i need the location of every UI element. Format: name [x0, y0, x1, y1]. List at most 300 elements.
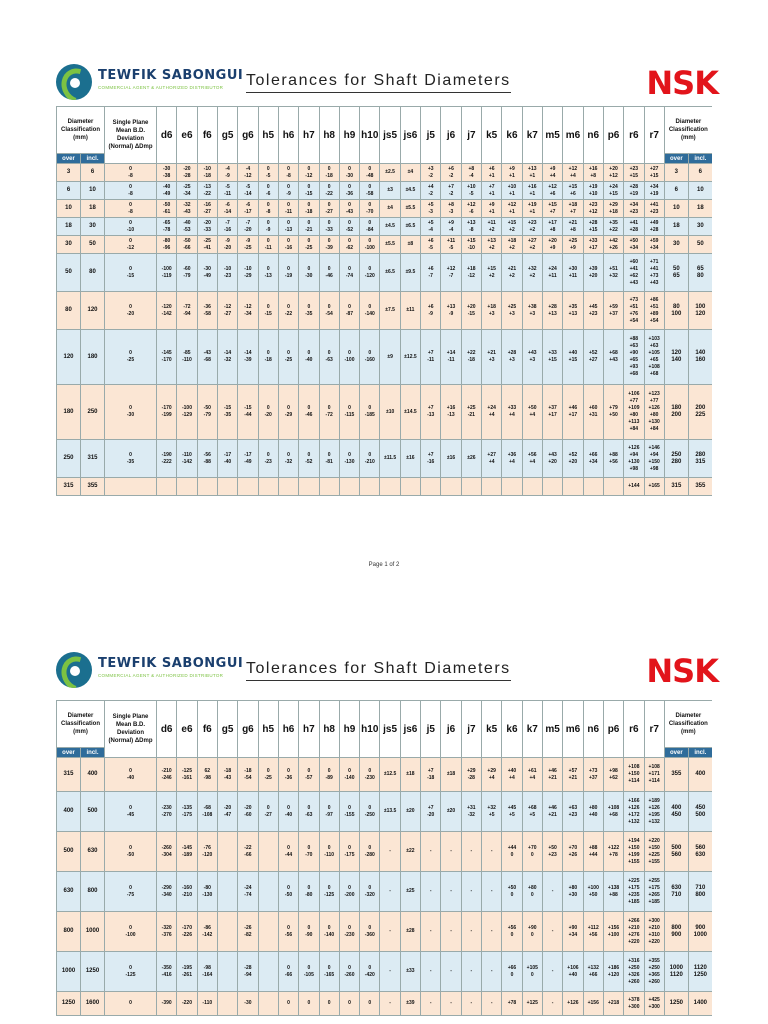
deviation-value: 0 [129, 265, 132, 272]
tolerance-value: -120 [161, 303, 172, 310]
tolerance-value: +11 [568, 272, 578, 279]
tolerance-cell-j5 [421, 254, 441, 292]
table-row [57, 330, 713, 385]
tolerance-cell-h5 [258, 218, 278, 236]
tolerance-cell-h5 [258, 200, 278, 218]
tolerance-value: -340 [161, 891, 172, 898]
tolerance-value: +17 [568, 412, 578, 418]
deviation-value: 0 [129, 964, 132, 971]
tolerance-cell-m6 [563, 992, 583, 1016]
tolerance-value: -18 [203, 172, 211, 179]
tolerance-cell-d6 [157, 440, 177, 478]
tolerance-value: +9 [570, 244, 576, 251]
tolerance-cell-m5 [542, 792, 562, 832]
tolerance-value: -23 [223, 272, 232, 279]
tolerance-value: +4 [570, 172, 576, 179]
tolerance-cell-js6 [400, 758, 420, 792]
incl-cell: 180 [81, 330, 105, 385]
tolerance-value: - [490, 848, 493, 854]
tolerance-value: +15 [609, 190, 618, 197]
tolerance-value: -74 [345, 272, 354, 279]
tolerance-cell-m5 [542, 385, 562, 440]
over-cell: 1250 [57, 992, 81, 1016]
tolerance-value: +45 [507, 804, 517, 811]
tolerance-value: +13 [487, 237, 496, 244]
tolerance-value: -63 [325, 357, 333, 363]
tolerance-value: +4 [549, 172, 556, 179]
tolerance-value: -57 [305, 774, 313, 781]
deviation-value: 0 [129, 451, 132, 458]
tolerance-value: -89 [325, 774, 333, 781]
tolerance-value: -98 [203, 774, 211, 781]
tolerance-value: 0 [368, 767, 372, 774]
tolerance-value: 0 [287, 165, 290, 172]
tolerance-cell-h9 [339, 330, 359, 385]
tolerance-cell-k6 [502, 792, 522, 832]
tolerance-cell-k5 [482, 236, 502, 254]
tolerance-value: +41 [629, 265, 639, 272]
tolerance-value: -142 [161, 310, 172, 317]
tolerance-value: +10 [507, 183, 517, 190]
col-header-h8: h8 [319, 701, 339, 758]
tolerance-cell-h6 [278, 254, 298, 292]
tolerance-value: +3 [529, 310, 536, 317]
deviation-cell [105, 440, 157, 478]
tolerance-value: -320 [161, 924, 172, 931]
tolerance-value: +54 [649, 317, 659, 324]
tolerance-cell-h5 [258, 440, 278, 478]
tolerance-cell-m6 [563, 254, 583, 292]
tolerance-cell-g5 [217, 385, 237, 440]
tolerance-value: 0 [510, 851, 514, 858]
tolerance-value: 0 [287, 844, 290, 851]
tolerance-value: -105 [303, 971, 314, 978]
tolerance-cell-j6 [441, 200, 461, 218]
tolerance-value: -110 [182, 357, 192, 363]
tolerance-value: +20 [548, 237, 557, 244]
col-header-k5: k5 [482, 107, 502, 164]
tolerance-value: +6 [427, 237, 434, 244]
tolerance-cell-js6 [400, 912, 420, 952]
col-header-k7: k7 [522, 701, 542, 758]
tolerance-value: 0 [287, 767, 290, 774]
tolerance-value: 0 [368, 350, 372, 356]
tolerance-value: -18 [305, 208, 313, 215]
tolerance-cell-r7 [644, 292, 664, 330]
tolerance-cell-j5 [421, 182, 441, 200]
tolerance-value: -2 [428, 172, 433, 179]
dia-class-header: Diameter Classification (mm) [57, 701, 105, 748]
tolerance-value: -420 [364, 971, 375, 978]
deviation-cell [105, 254, 157, 292]
tolerance-value: -70 [305, 851, 313, 858]
tolerance-value: -9 [245, 237, 251, 244]
tolerance-cell-j7 [461, 952, 481, 992]
col-header-k6: k6 [502, 701, 522, 758]
tolerance-value: -115 [344, 412, 355, 418]
tolerance-value: 0 [307, 804, 311, 811]
logo-name: TEWFIK SABONGUI [98, 656, 244, 671]
tolerance-value: +8 [448, 201, 454, 208]
tolerance-cell-js5 [380, 236, 400, 254]
tolerance-cell-js5 [380, 254, 400, 292]
tolerance-value: 0 [368, 405, 372, 411]
tolerance-value: -52 [345, 226, 354, 233]
tolerance-value: +40 [588, 811, 598, 818]
tolerance-cell-h8 [319, 440, 339, 478]
tolerance-cell-h5 [258, 254, 278, 292]
tolerance-value: 0 [348, 964, 351, 971]
tolerance-value: +150 [628, 844, 640, 851]
tolerance-value: -6 [225, 201, 230, 208]
over-cell: 10 [57, 200, 81, 218]
tolerance-value: +108 [607, 804, 620, 811]
tolerance-value: -20 [264, 412, 272, 418]
col-header-r7: r7 [644, 107, 664, 164]
tolerance-cell-m5 [542, 164, 562, 182]
tolerance-value: +21 [568, 219, 578, 226]
tolerance-value: +23 [629, 208, 639, 215]
tolerance-cell-m6 [563, 218, 583, 236]
tolerance-value: +3 [509, 357, 515, 363]
tolerance-cell-k7 [522, 182, 542, 200]
table-row [57, 912, 713, 952]
tolerance-value: -30 [203, 265, 211, 272]
tolerance-cell-k6 [502, 292, 522, 330]
tolerance-cell-r7 [644, 254, 664, 292]
tolerance-value: 0 [368, 201, 372, 208]
incl-value: 160 [695, 357, 706, 363]
tolerance-value: -80 [203, 884, 211, 891]
tolerance-value: -145 [161, 350, 172, 356]
tolerance-value: +8 [570, 226, 576, 233]
incl-cell: 355 [688, 478, 712, 496]
logo-tagline: COMMERCIAL AGENT & AUTHORIZED DISTRIBUTOR [98, 85, 224, 90]
over-cell: 3 [664, 164, 688, 182]
deviation-value: -20 [126, 310, 135, 317]
tolerance-value: -6 [469, 208, 474, 215]
tolerance-cell-r6 [624, 218, 644, 236]
tolerance-value: -33 [325, 226, 333, 233]
tolerance-cell-j5 [421, 236, 441, 254]
tolerance-cell-f6 [197, 440, 217, 478]
tolerance-cell-j7 [461, 236, 481, 254]
tolerance-cell-k5 [482, 292, 502, 330]
tolerance-value: 0 [287, 405, 290, 411]
tolerance-value: -18 [264, 357, 272, 363]
tolerance-value: +61 [528, 767, 537, 774]
tolerance-value: - [470, 1000, 473, 1006]
tolerance-value: -50 [203, 405, 211, 411]
tolerance-cell-f6 [197, 385, 217, 440]
tolerance-cell-h8 [319, 218, 339, 236]
tolerance-cell-e6 [177, 292, 197, 330]
over-cell: 18 [664, 218, 688, 236]
tolerance-value: +250 [628, 964, 640, 971]
tolerance-value: 0 [368, 237, 372, 244]
tolerance-value: +80 [588, 804, 598, 811]
tolerance-cell-e6 [177, 236, 197, 254]
tolerance-cell-f6 [197, 792, 217, 832]
tolerance-cell-g5 [217, 330, 237, 385]
tolerance-cell-k5 [482, 832, 502, 872]
tolerance-value: +32 [609, 272, 618, 279]
tolerance-value: ±14.5 [404, 408, 417, 415]
tolerance-value: -60 [244, 811, 252, 818]
tolerance-value: +15 [548, 357, 557, 363]
tolerance-value: +16 [588, 165, 598, 172]
tolerance-value: -135 [181, 804, 192, 811]
tolerance-cell-h9 [339, 992, 359, 1016]
tolerance-value: +42 [609, 237, 618, 244]
tolerance-value: +16 [528, 183, 537, 190]
tolerance-value: ±25 [406, 888, 415, 894]
table-row [57, 236, 713, 254]
tolerance-cell-k6 [502, 330, 522, 385]
tolerance-value: +28 [507, 350, 517, 356]
tolerance-cell-n6 [583, 832, 603, 872]
tolerance-cell-j6 [441, 758, 461, 792]
tolerance-value: +17 [548, 412, 557, 418]
tolerance-cell-n6 [583, 200, 603, 218]
tolerance-cell-j6 [441, 330, 461, 385]
deviation-cell [105, 992, 157, 1016]
tolerance-cell-j7 [461, 912, 481, 952]
tolerance-value: -10 [244, 265, 252, 272]
tolerance-cell-j5 [421, 292, 441, 330]
tolerance-value: -13 [264, 272, 272, 279]
deviation-cell [105, 164, 157, 182]
tolerance-value: +2 [509, 244, 515, 251]
tolerance-cell-js5 [380, 912, 400, 952]
tolerance-cell-k5 [482, 872, 502, 912]
tolerance-cell-j7 [461, 758, 481, 792]
tolerance-value: +41 [649, 201, 659, 208]
tolerance-value: +24 [609, 183, 618, 190]
tolerance-value: -160 [181, 884, 192, 891]
tolerance-cell-js6 [400, 832, 420, 872]
table-row [57, 478, 713, 496]
tolerance-value: +2 [488, 226, 495, 233]
table-row [57, 992, 713, 1016]
tolerance-value: - [450, 848, 452, 854]
tolerance-cell-m5 [542, 254, 562, 292]
tolerance-value: +23 [548, 851, 557, 858]
tolerance-value: -47 [223, 811, 232, 818]
tolerance-value: ±28 [406, 928, 415, 934]
tolerance-value: +4 [488, 412, 495, 418]
deviation-header: Single Plane Mean B.D. Deviation (Normal) ΔDmp [105, 107, 157, 164]
tolerance-value: -20 [223, 804, 232, 811]
deviation-cell [105, 952, 157, 992]
tolerance-cell-h10 [360, 792, 380, 832]
tolerance-value: +10 [588, 190, 598, 197]
tolerance-cell-d6 [157, 832, 177, 872]
tolerance-value: +105 [526, 964, 538, 971]
tolerance-cell-h9 [339, 912, 359, 952]
col-header-h5: h5 [258, 701, 278, 758]
tolerance-cell-js6 [400, 952, 420, 992]
tolerance-value: -81 [325, 458, 333, 465]
tolerance-cell-j7 [461, 872, 481, 912]
tolerance-value: +6 [448, 165, 454, 172]
tolerance-value: - [490, 888, 493, 894]
tolerance-value: - [470, 968, 473, 974]
col-header-h7: h7 [299, 701, 319, 758]
tolerance-value: -110 [202, 1000, 213, 1006]
tolerance-value: -38 [163, 172, 171, 179]
tolerance-value: -16 [427, 458, 435, 465]
tolerance-value: -30 [244, 1000, 252, 1006]
tolerance-value: 0 [348, 265, 351, 272]
tolerance-cell-r6 [624, 440, 644, 478]
tolerance-cell-f6 [197, 478, 217, 496]
tolerance-value: - [389, 928, 391, 934]
tolerance-cell-k7 [522, 440, 542, 478]
tolerance-cell-h10 [360, 992, 380, 1016]
tolerance-value: - [490, 968, 493, 974]
over-cell: 800 [57, 912, 81, 952]
tolerance-value: -210 [181, 891, 192, 898]
tolerance-cell-j5 [421, 758, 441, 792]
over-cell [664, 792, 688, 832]
tolerance-cell-m5 [542, 292, 562, 330]
tolerance-value: - [429, 928, 432, 934]
tolerance-cell-k6 [502, 952, 522, 992]
tolerance-value: +63 [568, 804, 578, 811]
tolerance-value: +195 [648, 811, 660, 818]
tolerance-value: -10 [203, 165, 211, 172]
tolerance-value: +4 [488, 774, 495, 781]
tolerance-value: 0 [348, 767, 351, 774]
tolerance-cell-j7 [461, 992, 481, 1016]
tolerance-value: +84 [629, 426, 639, 432]
tolerance-cell-e6 [177, 385, 197, 440]
tolerance-value: -58 [366, 190, 374, 197]
tolerance-value: +44 [507, 844, 517, 851]
tolerance-value: +103 [648, 336, 660, 342]
deviation-value: 0 [129, 219, 132, 226]
table-row [57, 164, 713, 182]
tolerance-value: +7 [427, 350, 434, 356]
tolerance-cell-p6 [603, 164, 623, 182]
tolerance-value: -4 [225, 165, 230, 172]
tolerance-value: +355 [648, 957, 660, 964]
tolerance-cell-g5 [217, 832, 237, 872]
over-value: 400 [671, 804, 682, 811]
tolerance-value: - [450, 888, 452, 894]
deviation-cell [105, 385, 157, 440]
tolerance-cell-e6 [177, 992, 197, 1016]
over-cell [664, 912, 688, 952]
tolerance-cell-h9 [339, 792, 359, 832]
tolerance-value: +7 [488, 183, 495, 190]
tolerance-cell-h5 [258, 292, 278, 330]
tolerance-value: -199 [161, 412, 172, 418]
tolerance-cell-k7 [522, 912, 542, 952]
deviation-value: -125 [125, 971, 136, 978]
col-header-f6: f6 [197, 107, 217, 164]
tolerance-value: +40 [568, 350, 578, 356]
tolerance-value: +7 [570, 208, 576, 215]
tolerance-value: 0 [287, 350, 290, 356]
tolerance-value: +310 [648, 931, 660, 938]
tolerance-value: ±22 [406, 848, 415, 854]
tolerance-value: -86 [203, 924, 211, 931]
tolerance-value: 0 [348, 165, 351, 172]
tolerance-cell-g6 [238, 330, 258, 385]
tolerance-value: +316 [628, 957, 640, 964]
tolerance-value: 0 [348, 451, 351, 458]
tolerance-value: +89 [649, 310, 659, 317]
tolerance-value: +40 [568, 971, 578, 978]
tolerance-cell-h8 [319, 330, 339, 385]
tolerance-cell-k5 [482, 164, 502, 182]
tolerance-value: +156 [587, 1000, 599, 1006]
tolerance-cell-n6 [583, 440, 603, 478]
tolerance-cell-r7 [644, 758, 664, 792]
col-header-r7: r7 [644, 701, 664, 758]
tolerance-cell-m5 [542, 952, 562, 992]
tolerance-value: 0 [307, 237, 311, 244]
tolerance-value: +156 [607, 924, 620, 931]
incl-value: 200 [695, 405, 706, 411]
tolerance-value: +126 [648, 405, 660, 411]
tolerance-cell-f6 [197, 758, 217, 792]
col-header-js5: js5 [380, 107, 400, 164]
col-header-f6: f6 [197, 701, 217, 758]
over-cell [664, 952, 688, 992]
tolerance-cell-h10 [360, 236, 380, 254]
tolerance-value: +20 [588, 272, 598, 279]
tolerance-cell-j7 [461, 182, 481, 200]
tolerance-value: +51 [629, 303, 639, 310]
tolerance-value: +2 [509, 226, 515, 233]
tolerance-value: +4 [427, 183, 434, 190]
tolerance-cell-g6 [238, 758, 258, 792]
tolerance-cell-d6 [157, 292, 177, 330]
tolerance-value: -87 [345, 310, 354, 317]
incl-cell [688, 912, 712, 952]
tolerance-cell-h9 [339, 478, 359, 496]
tolerance-value: +20 [609, 165, 618, 172]
tolerance-value: -185 [364, 412, 375, 418]
tolerance-value: +13 [528, 165, 537, 172]
tolerance-value: -44 [244, 412, 252, 418]
tolerance-value: +32 [528, 265, 537, 272]
tolerance-cell-h9 [339, 182, 359, 200]
tolerance-value: -20 [244, 804, 252, 811]
col-header-k6: k6 [502, 107, 522, 164]
tolerance-value: -74 [244, 891, 252, 898]
tolerance-value: +114 [648, 778, 660, 784]
tolerance-value: -25 [244, 244, 252, 251]
tolerance-value: ±4 [387, 205, 393, 211]
tolerance-value: - [389, 848, 391, 854]
tolerance-value: -155 [344, 811, 355, 818]
tolerance-value: +29 [487, 767, 496, 774]
tolerance-value: +175 [628, 884, 640, 891]
deviation-value: -35 [126, 458, 135, 465]
tolerance-cell-k5 [482, 254, 502, 292]
tolerance-value: -17 [223, 451, 232, 458]
tolerance-value: +50 [588, 891, 598, 898]
col-header-h9: h9 [339, 107, 359, 164]
tolerance-value: +46 [568, 405, 578, 411]
over-value: 500 [671, 844, 682, 851]
tolerance-value: 0 [266, 767, 270, 774]
tolerance-value: 0 [510, 971, 514, 978]
